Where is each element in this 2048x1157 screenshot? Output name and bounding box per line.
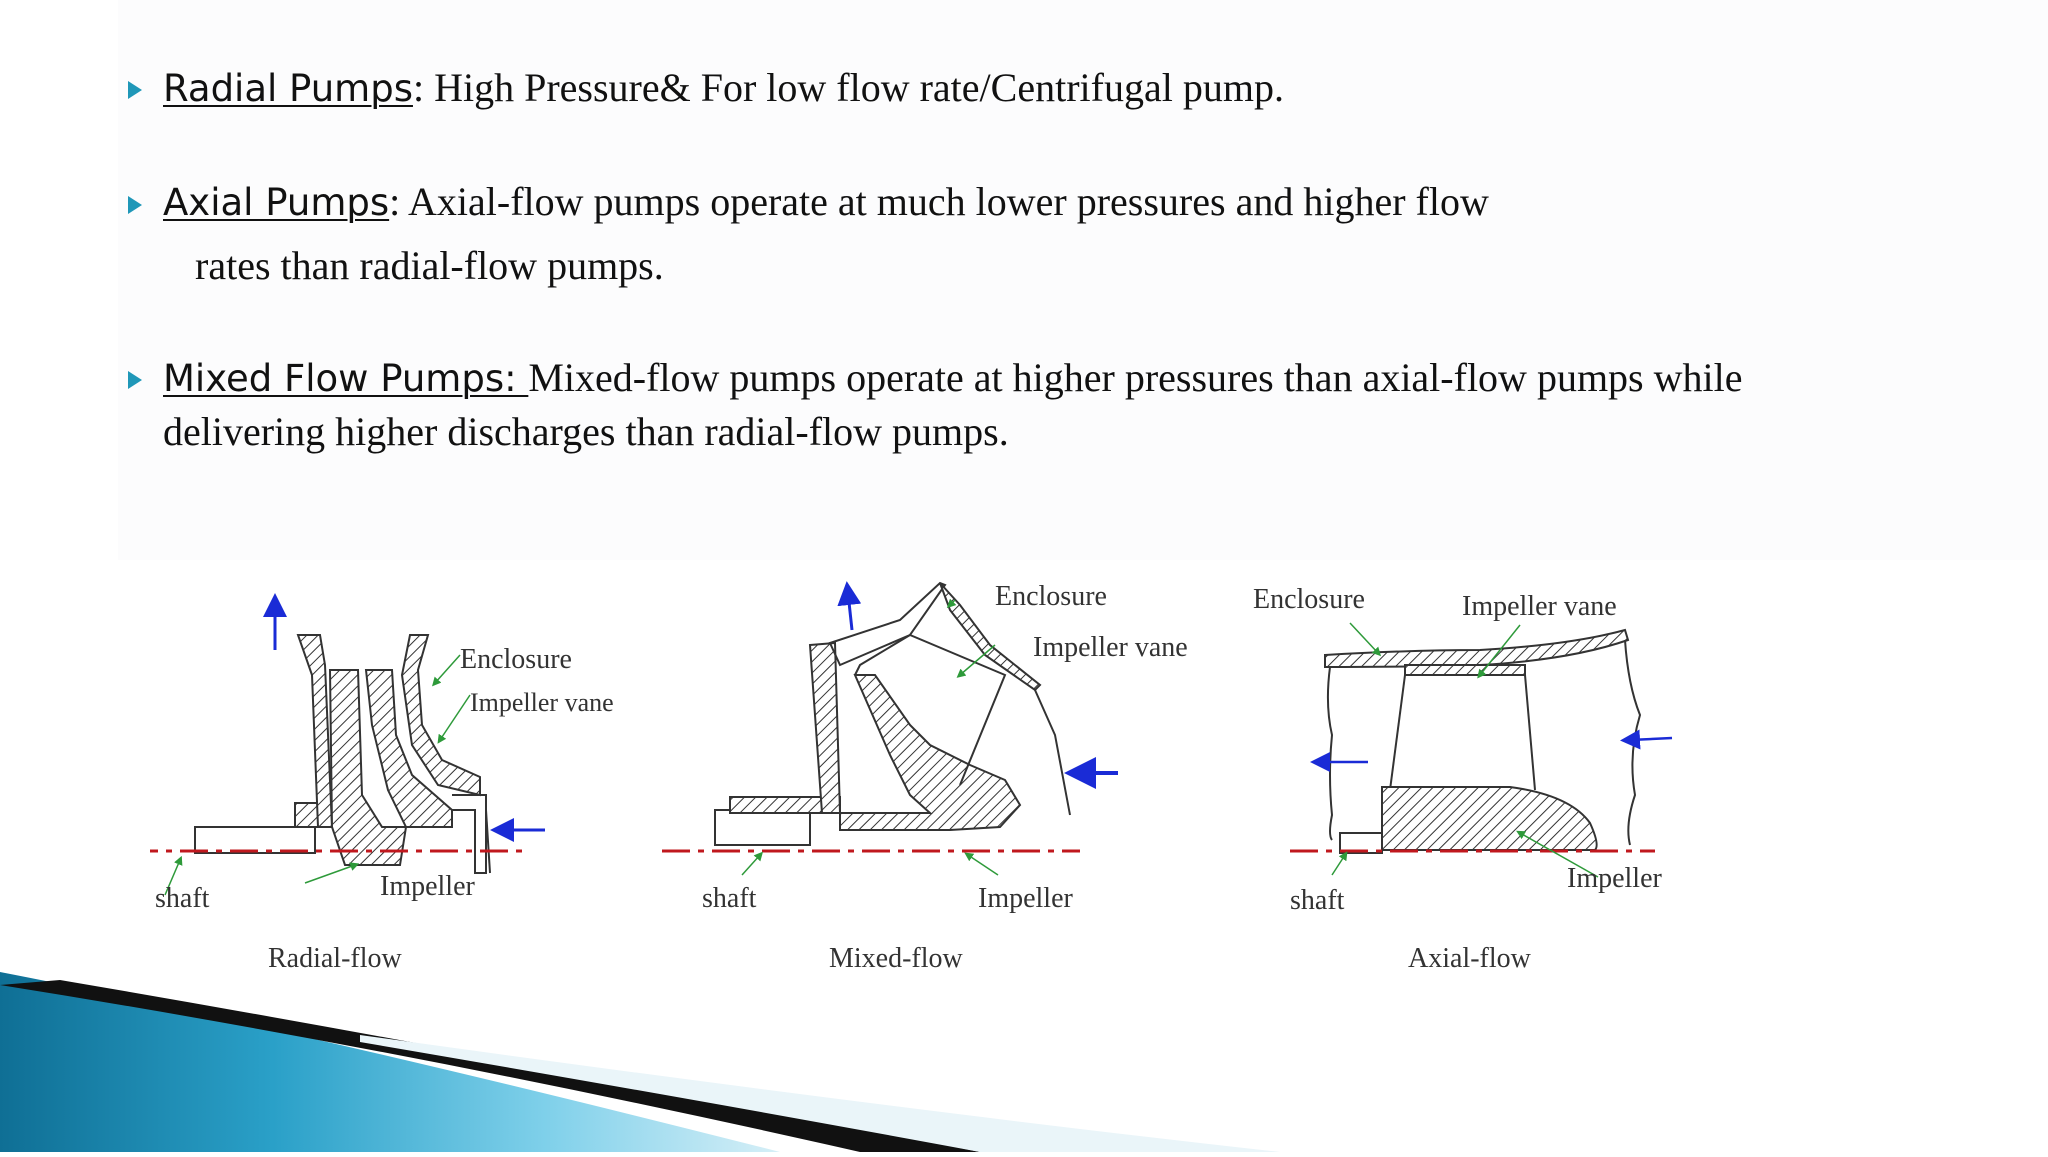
bullet-continuation: delivering higher discharges than radial-flow pumps. — [163, 409, 1009, 454]
mixed-enclosure-label: Enclosure — [995, 581, 1107, 612]
bullet-mixed-flow-pumps — [163, 354, 1742, 403]
bullet-axial-pumps — [163, 178, 1489, 227]
term-radial-pumps: Radial Pumps — [163, 67, 413, 110]
bullet-radial-pumps — [163, 64, 1284, 113]
radial-shaft-label: shaft — [155, 883, 210, 914]
radial-impeller-label: Impeller — [380, 871, 475, 902]
radial-enclosure-label: Enclosure — [460, 644, 572, 675]
bullet-text: Mixed-flow pumps operate at higher pressures than axial-flow pumps while — [528, 355, 1743, 400]
bullet-text: : High Pressure& For low flow rate/Centrifugal pump. — [412, 65, 1284, 110]
bullet-arrow-icon — [120, 75, 150, 105]
mixed-impeller-vane-label: Impeller vane — [1033, 632, 1188, 663]
term-mixed-flow-pumps: Mixed Flow Pumps: — [163, 357, 529, 400]
axial-impeller-label: Impeller — [1567, 863, 1662, 894]
mixed-caption: Mixed-flow — [829, 943, 963, 974]
axial-impeller-vane-label: Impeller vane — [1462, 591, 1617, 622]
axial-enclosure-label: Enclosure — [1253, 584, 1365, 615]
bullet-arrow-icon — [120, 365, 150, 395]
mixed-shaft-label: shaft — [702, 883, 757, 914]
bullet-continuation: rates than radial-flow pumps. — [195, 243, 664, 288]
axial-flow-diagram — [1325, 630, 1640, 853]
pump-types-figure — [150, 565, 1710, 995]
radial-caption: Radial-flow — [268, 943, 402, 974]
term-axial-pumps: Axial Pumps — [163, 181, 390, 224]
axial-caption: Axial-flow — [1408, 943, 1531, 974]
mixed-flow-diagram — [715, 583, 1070, 845]
axial-shaft-label: shaft — [1290, 885, 1345, 916]
radial-impeller-vane-label: Impeller vane — [470, 688, 614, 717]
bullet-arrow-icon — [120, 190, 150, 220]
bullet-text: : Axial-flow pumps operate at much lower pressures and higher flow — [389, 179, 1489, 224]
footer-swoosh-decoration — [0, 960, 2048, 1152]
mixed-impeller-label: Impeller — [978, 883, 1073, 914]
